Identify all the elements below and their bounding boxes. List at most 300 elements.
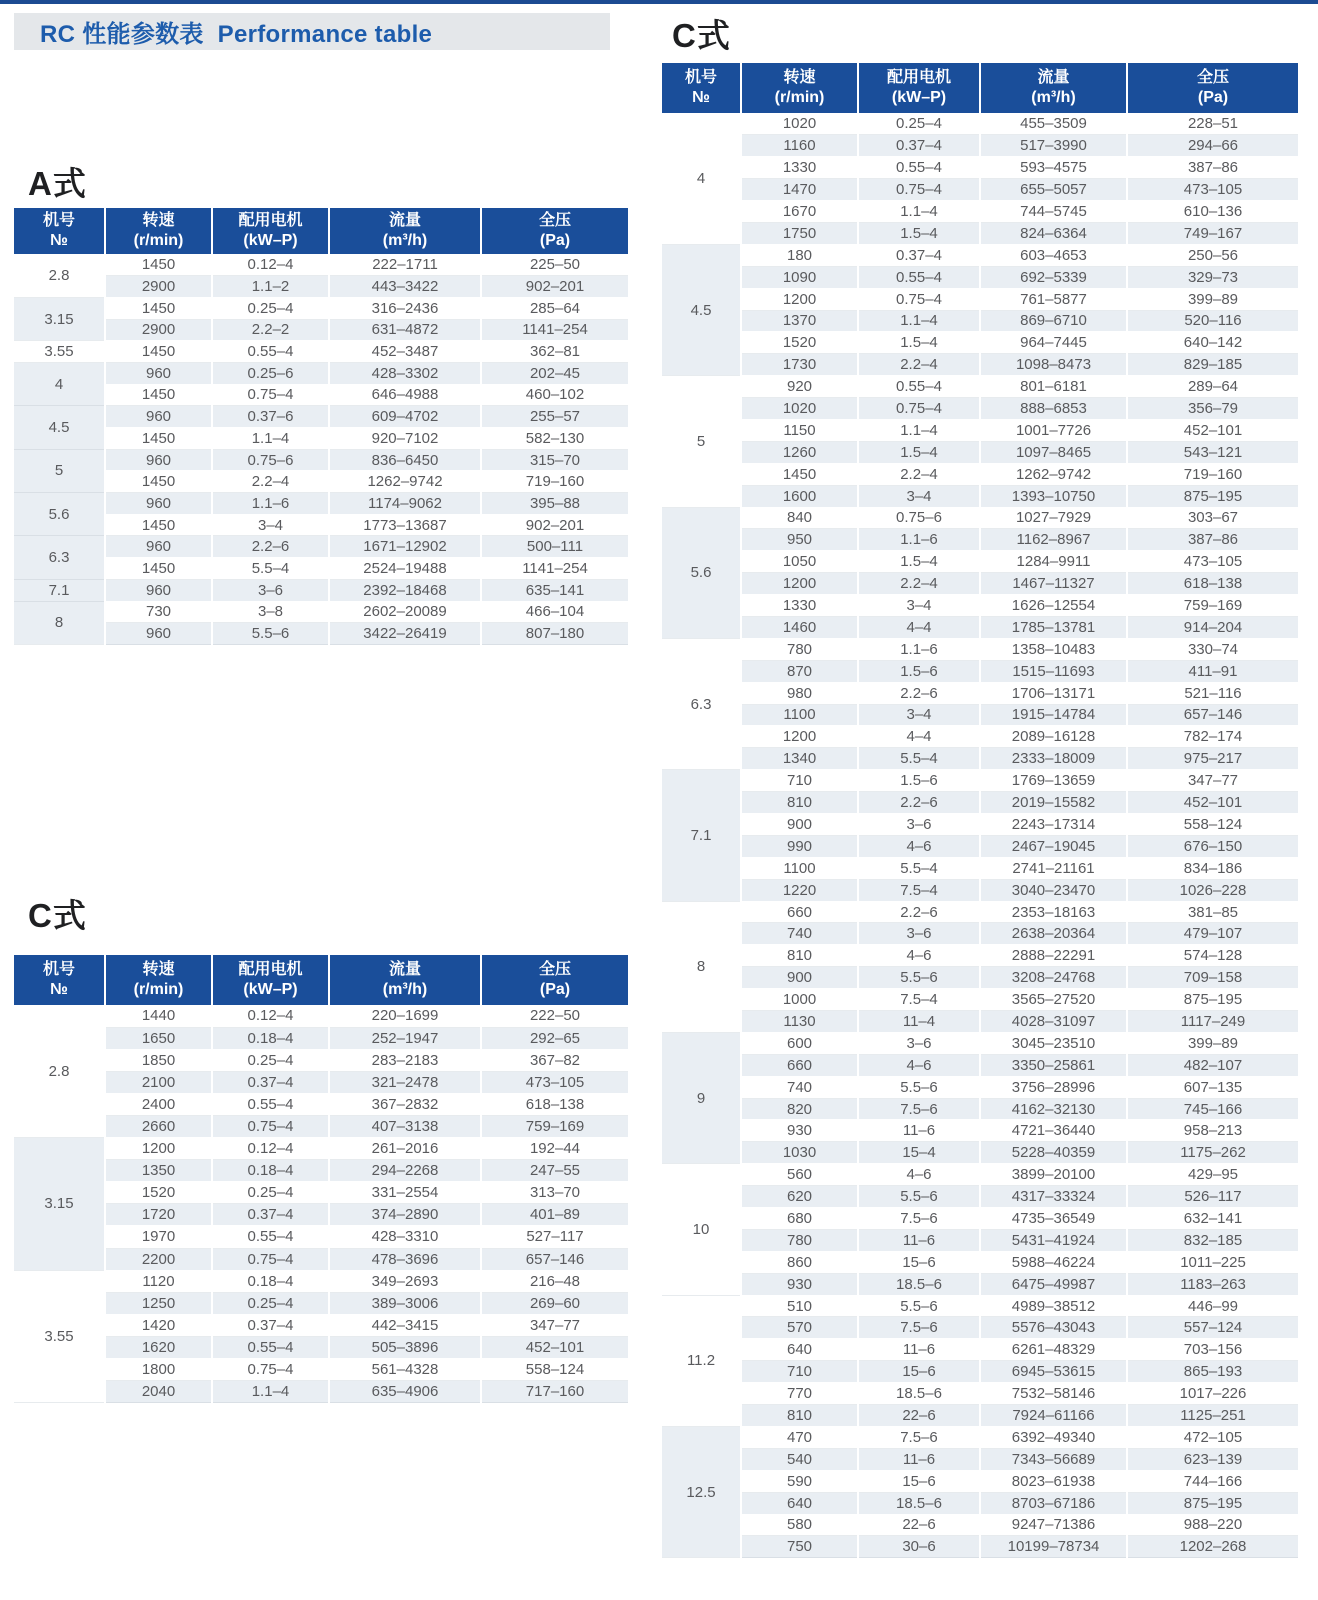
machine-no-cell: 8 — [14, 601, 105, 644]
speed-cell: 740 — [741, 1076, 858, 1098]
motor-cell: 2.2–6 — [858, 792, 980, 814]
pressure-cell: 574–128 — [1127, 945, 1298, 967]
table-row — [662, 507, 1298, 529]
motor-cell: 1.1–6 — [212, 493, 329, 515]
table-row — [662, 1120, 1298, 1142]
table-row — [14, 276, 628, 298]
airflow-cell: 2524–19488 — [329, 558, 481, 580]
motor-cell: 22–6 — [858, 1405, 980, 1427]
column-header-line1: 流量 — [1037, 69, 1070, 86]
pressure-cell: 289–64 — [1127, 376, 1298, 398]
speed-cell: 1340 — [741, 748, 858, 770]
table-row — [662, 573, 1298, 595]
pressure-cell: 401–89 — [481, 1204, 628, 1226]
table-row — [14, 1292, 628, 1314]
speed-cell: 1260 — [741, 441, 858, 463]
pressure-cell: 1175–262 — [1127, 1142, 1298, 1164]
table-row — [14, 536, 628, 558]
table-row — [662, 1536, 1298, 1558]
speed-cell: 770 — [741, 1383, 858, 1405]
pressure-cell: 610–136 — [1127, 201, 1298, 223]
airflow-cell: 294–2268 — [329, 1160, 481, 1182]
column-header-line2: (kW–P) — [891, 89, 947, 106]
machine-no-cell: 3.15 — [14, 1138, 105, 1271]
airflow-cell: 222–1711 — [329, 254, 481, 276]
speed-cell: 560 — [741, 1164, 858, 1186]
airflow-cell: 316–2436 — [329, 297, 481, 319]
speed-cell: 640 — [741, 1339, 858, 1361]
motor-cell: 4–4 — [858, 726, 980, 748]
airflow-cell: 1284–9911 — [980, 551, 1127, 573]
pressure-cell: 558–124 — [481, 1359, 628, 1381]
table-row — [662, 529, 1298, 551]
table-row — [662, 441, 1298, 463]
motor-cell: 0.55–4 — [858, 266, 980, 288]
column-header-line2: № — [50, 981, 68, 998]
airflow-cell: 3565–27520 — [980, 989, 1127, 1011]
motor-cell: 7.5–6 — [858, 1426, 980, 1448]
pressure-cell: 216–48 — [481, 1270, 628, 1292]
machine-no-cell: 4.5 — [662, 244, 741, 375]
table-row — [14, 1336, 628, 1358]
table-row — [662, 1317, 1298, 1339]
table-row — [662, 354, 1298, 376]
speed-cell: 810 — [741, 792, 858, 814]
speed-cell: 1750 — [741, 222, 858, 244]
motor-cell: 1.1–4 — [858, 201, 980, 223]
column-header-speed — [105, 208, 212, 254]
speed-cell: 680 — [741, 1208, 858, 1230]
table-row — [14, 1093, 628, 1115]
motor-cell: 15–6 — [858, 1361, 980, 1383]
speed-cell: 1450 — [105, 514, 212, 536]
machine-no-cell: 2.8 — [14, 254, 105, 297]
column-header-line2: (r/min) — [774, 89, 825, 106]
speed-cell: 1350 — [105, 1160, 212, 1182]
column-header-line2: № — [692, 89, 710, 106]
table-row — [662, 135, 1298, 157]
speed-cell: 1970 — [105, 1226, 212, 1248]
speed-cell: 710 — [741, 1361, 858, 1383]
speed-cell: 1160 — [741, 135, 858, 157]
speed-cell: 1150 — [741, 419, 858, 441]
column-header-motor — [212, 208, 329, 254]
motor-cell: 11–6 — [858, 1120, 980, 1142]
motor-cell: 0.18–4 — [212, 1027, 329, 1049]
table-row — [662, 179, 1298, 201]
speed-cell: 1440 — [105, 1005, 212, 1027]
speed-cell: 1450 — [105, 558, 212, 580]
motor-cell: 4–6 — [858, 1054, 980, 1076]
table-row — [662, 551, 1298, 573]
motor-cell: 11–6 — [858, 1229, 980, 1251]
table-row — [662, 1164, 1298, 1186]
pressure-cell: 834–186 — [1127, 857, 1298, 879]
airflow-cell: 561–4328 — [329, 1359, 481, 1381]
table-row — [14, 449, 628, 471]
airflow-cell: 2243–17314 — [980, 814, 1127, 836]
airflow-cell: 9247–71386 — [980, 1514, 1127, 1536]
pressure-cell: 914–204 — [1127, 616, 1298, 638]
table-row — [14, 1314, 628, 1336]
motor-cell: 4–6 — [858, 1164, 980, 1186]
motor-cell: 0.25–4 — [212, 297, 329, 319]
pressure-cell: 473–105 — [1127, 551, 1298, 573]
motor-cell: 0.55–4 — [212, 1093, 329, 1115]
column-header-line2: № — [50, 232, 68, 249]
pressure-cell: 521–116 — [1127, 682, 1298, 704]
airflow-cell: 261–2016 — [329, 1138, 481, 1160]
airflow-cell: 443–3422 — [329, 276, 481, 298]
table-row — [662, 288, 1298, 310]
speed-cell: 960 — [105, 623, 212, 645]
pressure-cell: 902–201 — [481, 276, 628, 298]
motor-cell: 0.75–6 — [858, 507, 980, 529]
speed-cell: 1250 — [105, 1292, 212, 1314]
column-header-line2: (kW–P) — [243, 232, 298, 249]
column-header-pressure — [481, 955, 628, 1005]
pressure-cell: 330–74 — [1127, 638, 1298, 660]
speed-cell: 780 — [741, 638, 858, 660]
table-row — [14, 297, 628, 319]
section-heading-type-c: C式 — [672, 17, 731, 54]
pressure-cell: 975–217 — [1127, 748, 1298, 770]
speed-cell: 1000 — [741, 989, 858, 1011]
motor-cell: 0.37–4 — [858, 135, 980, 157]
table-row — [662, 1142, 1298, 1164]
pressure-cell: 557–124 — [1127, 1317, 1298, 1339]
table-row — [662, 879, 1298, 901]
speed-cell: 2900 — [105, 276, 212, 298]
pressure-cell: 387–86 — [1127, 529, 1298, 551]
speed-cell: 1520 — [105, 1182, 212, 1204]
table-row — [662, 1339, 1298, 1361]
speed-cell: 1470 — [741, 179, 858, 201]
column-header-line1: 转速 — [142, 961, 175, 978]
speed-cell: 540 — [741, 1448, 858, 1470]
machine-no-cell: 4.5 — [14, 406, 105, 449]
speed-cell: 590 — [741, 1470, 858, 1492]
pressure-cell: 381–85 — [1127, 901, 1298, 923]
airflow-cell: 505–3896 — [329, 1336, 481, 1358]
airflow-cell: 428–3302 — [329, 362, 481, 384]
pressure-cell: 745–166 — [1127, 1098, 1298, 1120]
airflow-cell: 428–3310 — [329, 1226, 481, 1248]
performance-table-type-c-large — [662, 63, 1298, 1558]
pressure-cell: 865–193 — [1127, 1361, 1298, 1383]
pressure-cell: 395–88 — [481, 493, 628, 515]
speed-cell: 570 — [741, 1317, 858, 1339]
table-row — [662, 923, 1298, 945]
speed-cell: 1850 — [105, 1049, 212, 1071]
pressure-cell: 558–124 — [1127, 814, 1298, 836]
airflow-cell: 6392–49340 — [980, 1426, 1127, 1448]
motor-cell: 2.2–4 — [212, 471, 329, 493]
airflow-cell: 2353–18163 — [980, 901, 1127, 923]
pressure-cell: 356–79 — [1127, 398, 1298, 420]
table-row — [14, 1182, 628, 1204]
table-row — [662, 310, 1298, 332]
airflow-cell: 452–3487 — [329, 341, 481, 363]
table-row — [662, 726, 1298, 748]
motor-cell: 3–4 — [858, 485, 980, 507]
pressure-cell: 362–81 — [481, 341, 628, 363]
motor-cell: 3–8 — [212, 601, 329, 623]
machine-no-cell: 11.2 — [662, 1295, 741, 1426]
machine-no-cell: 10 — [662, 1164, 741, 1295]
performance-table-type-c-small — [14, 955, 628, 1403]
airflow-cell: 593–4575 — [980, 157, 1127, 179]
pressure-cell: 1141–254 — [481, 319, 628, 341]
speed-cell: 1050 — [741, 551, 858, 573]
pressure-cell: 329–73 — [1127, 266, 1298, 288]
airflow-cell: 4721–36440 — [980, 1120, 1127, 1142]
motor-cell: 5.5–6 — [858, 967, 980, 989]
speed-cell: 1100 — [741, 704, 858, 726]
speed-cell: 2400 — [105, 1093, 212, 1115]
airflow-cell: 4735–36549 — [980, 1208, 1127, 1230]
airflow-cell: 631–4872 — [329, 319, 481, 341]
machine-no-cell: 2.8 — [14, 1005, 105, 1138]
speed-cell: 1330 — [741, 595, 858, 617]
column-header-line1: 转速 — [783, 69, 816, 86]
motor-cell: 30–6 — [858, 1536, 980, 1558]
motor-cell: 0.75–4 — [858, 179, 980, 201]
airflow-cell: 1769–13659 — [980, 770, 1127, 792]
pressure-cell: 222–50 — [481, 1005, 628, 1027]
speed-cell: 1450 — [105, 471, 212, 493]
pressure-cell: 709–158 — [1127, 967, 1298, 989]
pressure-cell: 875–195 — [1127, 989, 1298, 1011]
airflow-cell: 5431–41924 — [980, 1229, 1127, 1251]
airflow-cell: 1098–8473 — [980, 354, 1127, 376]
pressure-cell: 399–89 — [1127, 1032, 1298, 1054]
airflow-cell: 252–1947 — [329, 1027, 481, 1049]
table-row — [662, 1383, 1298, 1405]
machine-no-cell: 5 — [14, 449, 105, 492]
airflow-cell: 1915–14784 — [980, 704, 1127, 726]
airflow-cell: 920–7102 — [329, 428, 481, 450]
airflow-cell: 5988–46224 — [980, 1251, 1127, 1273]
speed-cell: 1420 — [105, 1314, 212, 1336]
pressure-cell: 250–56 — [1127, 244, 1298, 266]
table-row — [14, 558, 628, 580]
speed-cell: 1020 — [741, 398, 858, 420]
speed-cell: 1450 — [105, 428, 212, 450]
motor-cell: 0.25–6 — [212, 362, 329, 384]
pressure-cell: 527–117 — [481, 1226, 628, 1248]
motor-cell: 11–6 — [858, 1339, 980, 1361]
table-row — [662, 419, 1298, 441]
table-row — [14, 493, 628, 515]
motor-cell: 2.2–6 — [858, 682, 980, 704]
table-row — [662, 1098, 1298, 1120]
speed-cell: 1620 — [105, 1336, 212, 1358]
table-row — [14, 1359, 628, 1381]
speed-cell: 1450 — [105, 254, 212, 276]
pressure-cell: 294–66 — [1127, 135, 1298, 157]
motor-cell: 7.5–6 — [858, 1208, 980, 1230]
airflow-cell: 321–2478 — [329, 1071, 481, 1093]
machine-no-cell: 9 — [662, 1032, 741, 1163]
airflow-cell: 609–4702 — [329, 406, 481, 428]
motor-cell: 4–6 — [858, 945, 980, 967]
table-row — [662, 1361, 1298, 1383]
motor-cell: 0.37–4 — [212, 1071, 329, 1093]
table-row — [662, 244, 1298, 266]
pressure-cell: 269–60 — [481, 1292, 628, 1314]
column-header-speed — [741, 63, 858, 113]
motor-cell: 1.5–4 — [858, 441, 980, 463]
table-row — [662, 704, 1298, 726]
airflow-cell: 4028–31097 — [980, 1011, 1127, 1033]
table-row — [662, 1032, 1298, 1054]
speed-cell: 470 — [741, 1426, 858, 1448]
airflow-cell: 283–2183 — [329, 1049, 481, 1071]
motor-cell: 2.2–6 — [858, 901, 980, 923]
machine-no-cell: 7.1 — [14, 579, 105, 601]
motor-cell: 1.1–6 — [858, 529, 980, 551]
column-header-motor — [212, 955, 329, 1005]
airflow-cell: 5228–40359 — [980, 1142, 1127, 1164]
airflow-cell: 2638–20364 — [980, 923, 1127, 945]
speed-cell: 950 — [741, 529, 858, 551]
machine-no-cell: 7.1 — [662, 770, 741, 901]
pressure-cell: 582–130 — [481, 428, 628, 450]
speed-cell: 750 — [741, 1536, 858, 1558]
table-row — [14, 428, 628, 450]
airflow-cell: 367–2832 — [329, 1093, 481, 1115]
airflow-cell: 744–5745 — [980, 201, 1127, 223]
airflow-cell: 3045–23510 — [980, 1032, 1127, 1054]
table-row — [14, 1226, 628, 1248]
pressure-cell: 607–135 — [1127, 1076, 1298, 1098]
airflow-cell: 4317–33324 — [980, 1186, 1127, 1208]
column-header-line1: 配用电机 — [886, 69, 951, 86]
motor-cell: 1.1–6 — [858, 638, 980, 660]
pressure-cell: 832–185 — [1127, 1229, 1298, 1251]
column-header-line2: (m³/h) — [382, 981, 428, 998]
speed-cell: 510 — [741, 1295, 858, 1317]
column-header-line2: (Pa) — [539, 981, 571, 998]
pressure-cell: 782–174 — [1127, 726, 1298, 748]
column-header-pressure — [1127, 63, 1298, 113]
motor-cell: 1.1–4 — [212, 1381, 329, 1403]
pressure-cell: 225–50 — [481, 254, 628, 276]
table-row — [14, 1115, 628, 1137]
airflow-cell: 2741–21161 — [980, 857, 1127, 879]
airflow-cell: 3756–28996 — [980, 1076, 1127, 1098]
motor-cell: 15–6 — [858, 1251, 980, 1273]
airflow-cell: 964–7445 — [980, 332, 1127, 354]
table-row — [14, 471, 628, 493]
airflow-cell: 4162–32130 — [980, 1098, 1127, 1120]
airflow-cell: 888–6853 — [980, 398, 1127, 420]
speed-cell: 810 — [741, 1405, 858, 1427]
motor-cell: 1.1–4 — [212, 428, 329, 450]
airflow-cell: 801–6181 — [980, 376, 1127, 398]
machine-no-cell: 3.15 — [14, 297, 105, 340]
pressure-cell: 292–65 — [481, 1027, 628, 1049]
pressure-cell: 482–107 — [1127, 1054, 1298, 1076]
table-row — [662, 814, 1298, 836]
table-row — [14, 341, 628, 363]
pressure-cell: 703–156 — [1127, 1339, 1298, 1361]
speed-cell: 860 — [741, 1251, 858, 1273]
motor-cell: 5.5–6 — [858, 1186, 980, 1208]
pressure-cell: 657–146 — [1127, 704, 1298, 726]
motor-cell: 0.75–4 — [858, 398, 980, 420]
pressure-cell: 1125–251 — [1127, 1405, 1298, 1427]
pressure-cell: 1202–268 — [1127, 1536, 1298, 1558]
motor-cell: 2.2–2 — [212, 319, 329, 341]
motor-cell: 3–4 — [858, 704, 980, 726]
table-row — [662, 1229, 1298, 1251]
motor-cell: 3–4 — [858, 595, 980, 617]
motor-cell: 15–6 — [858, 1470, 980, 1492]
table-row — [662, 485, 1298, 507]
motor-cell: 0.37–4 — [212, 1204, 329, 1226]
pressure-cell: 313–70 — [481, 1182, 628, 1204]
airflow-cell: 349–2693 — [329, 1270, 481, 1292]
airflow-cell: 2888–22291 — [980, 945, 1127, 967]
speed-cell: 930 — [741, 1120, 858, 1142]
table-row — [14, 254, 628, 276]
pressure-cell: 479–107 — [1127, 923, 1298, 945]
column-header-line2: (Pa) — [1197, 89, 1229, 106]
speed-cell: 1520 — [741, 332, 858, 354]
machine-no-cell: 3.55 — [14, 341, 105, 363]
header-row — [14, 955, 628, 1005]
table-row — [14, 1005, 628, 1027]
motor-cell: 0.55–4 — [858, 157, 980, 179]
airflow-cell: 1358–10483 — [980, 638, 1127, 660]
table-row — [662, 1295, 1298, 1317]
table-row — [14, 601, 628, 623]
motor-cell: 4–4 — [858, 616, 980, 638]
column-header-line1: 机号 — [42, 212, 75, 229]
table-body — [14, 254, 628, 644]
motor-cell: 3–6 — [858, 923, 980, 945]
pressure-cell: 452–101 — [1127, 792, 1298, 814]
table-row — [662, 770, 1298, 792]
motor-cell: 5.5–4 — [212, 558, 329, 580]
airflow-cell: 6475–49987 — [980, 1273, 1127, 1295]
motor-cell: 1.1–2 — [212, 276, 329, 298]
table-row — [14, 1270, 628, 1292]
column-header-airflow — [980, 63, 1127, 113]
pressure-cell: 623–139 — [1127, 1448, 1298, 1470]
airflow-cell: 3350–25861 — [980, 1054, 1127, 1076]
column-header-line1: 全压 — [538, 212, 571, 229]
pressure-cell: 657–146 — [481, 1248, 628, 1270]
pressure-cell: 315–70 — [481, 449, 628, 471]
pressure-cell: 618–138 — [481, 1093, 628, 1115]
speed-cell: 2900 — [105, 319, 212, 341]
speed-cell: 990 — [741, 835, 858, 857]
table-row — [662, 1208, 1298, 1230]
motor-cell: 7.5–4 — [858, 989, 980, 1011]
airflow-cell: 1001–7726 — [980, 419, 1127, 441]
motor-cell: 5.5–4 — [858, 857, 980, 879]
column-header-motor — [858, 63, 980, 113]
speed-cell: 960 — [105, 406, 212, 428]
motor-cell: 0.18–4 — [212, 1270, 329, 1292]
table-header — [14, 208, 628, 254]
speed-cell: 930 — [741, 1273, 858, 1295]
pressure-cell: 759–169 — [1127, 595, 1298, 617]
column-header-line1: 全压 — [538, 961, 571, 978]
